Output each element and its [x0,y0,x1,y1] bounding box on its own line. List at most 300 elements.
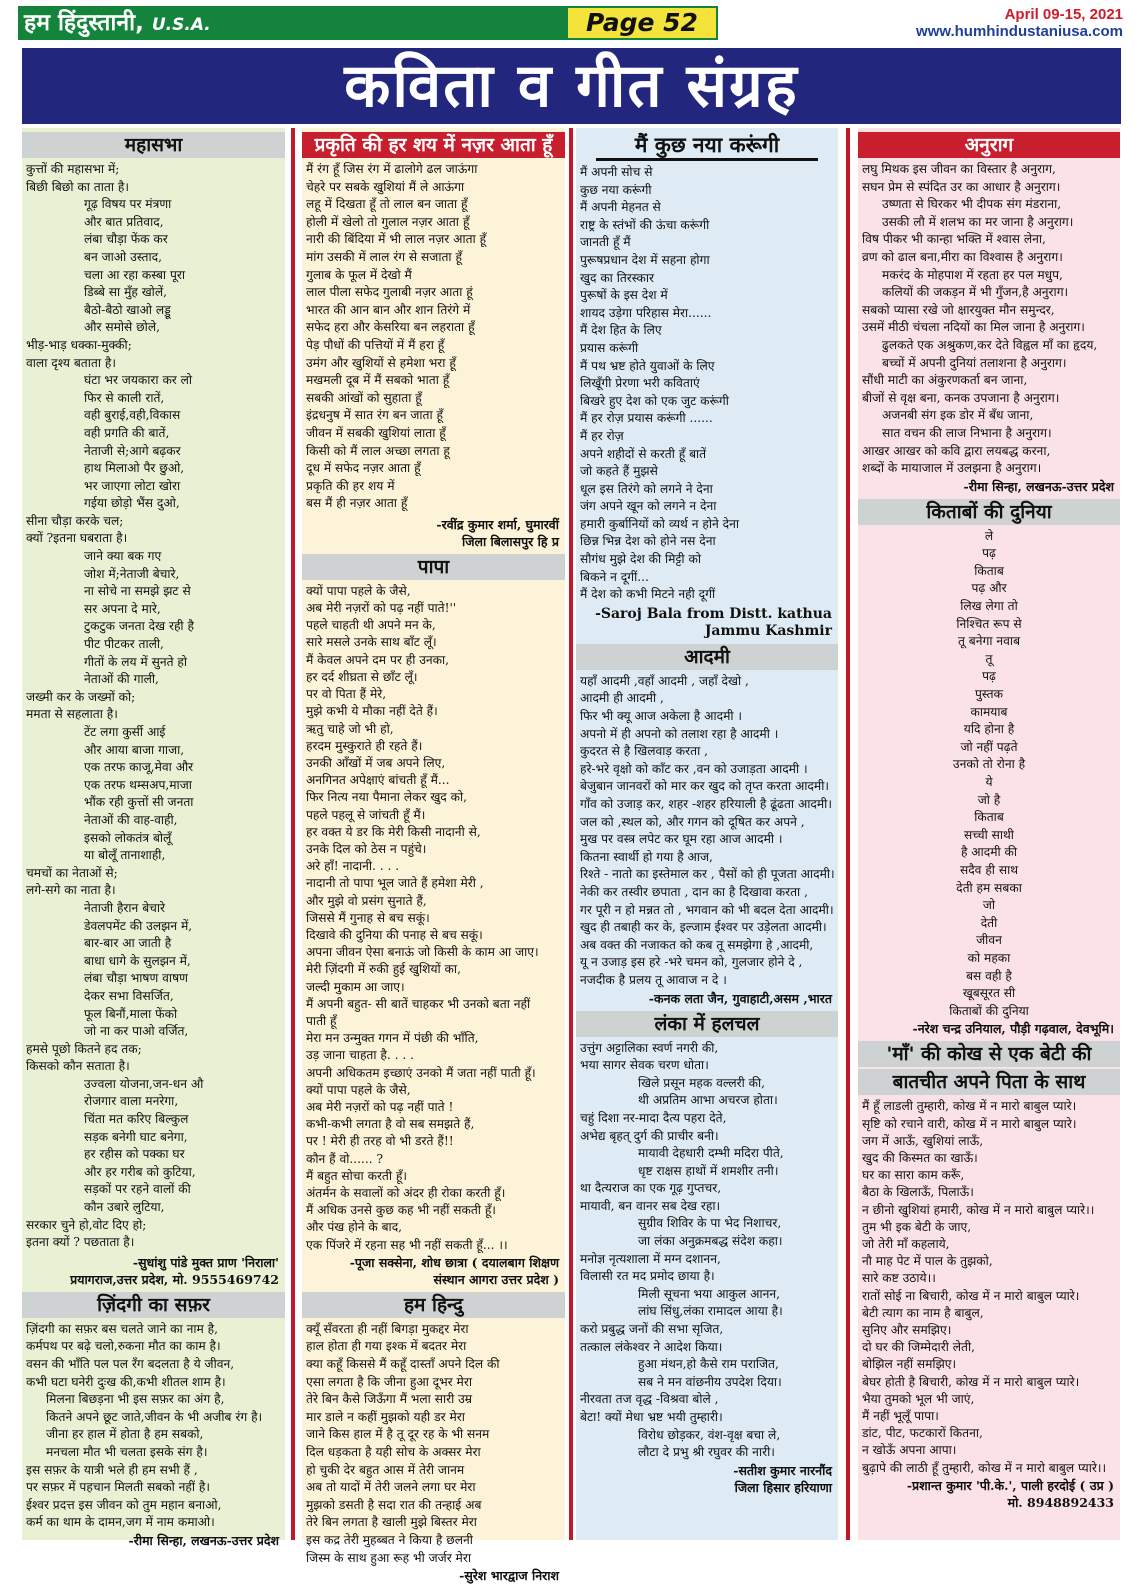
poem-line: सब ने मन वांछनीय उपदेश दिया। [638,1374,782,1389]
poem-line: सड़कों पर रहने वालों की [84,1182,191,1197]
poem-line: राष्ट्र के स्तंभों की ऊंचा करूंगी [580,217,710,232]
poem-line: बच्चों में अपनी दुनियां तलाशना है अनुराग। [882,355,1067,370]
poem-line: उसमें मीठी चंचला नदियों का मिल जाना है अनुराग। [862,320,1085,335]
poem-line: सात वचन की लाज निभाना है अनुराग। [882,425,1052,440]
poem-line: सौंधी माटी का अंकुरणकर्ता बन जाना, [862,373,1028,388]
poem-credit: -Saroj Bala from Distt. kathua [595,605,832,622]
poem-line: कभी घटा घनेरी दुःख की,कभी शीतल शाम है। [26,1374,226,1389]
poem-line: इस सफ़र के यात्री भले ही हम सभी हैं , [26,1462,198,1477]
poem-line: जो [982,898,996,913]
poem-line: भर जाएगा लोटा खोरा [84,478,181,493]
poem-line: ज़िंदगी का सफ़र बस चलते जाने का नाम है, [26,1321,218,1336]
poem-line: पुरूषप्रधान देश में सहना होगा [580,252,710,267]
poem-line: मखमली दूब में मैं सबको भाता हूँ [306,373,450,388]
poem-line: भैया तुमको भूल भी जाएं, [862,1391,975,1406]
poem-line: चहुं दिशा नर-मादा दैत्य पहरा देते, [580,1110,727,1125]
poem-line: मैं केवल अपने दम पर ही उनका, [306,652,450,667]
poem-body-lanka [576,1040,838,1462]
poem-line: नारी की बिंदिया में भी लाल नज़र आता हूँ [306,232,487,247]
poem-credit-location: जिला बिलासपुर हि प्र [461,533,559,549]
poem-line: शब्दों के मायाजाल में उलझना है अनुराग। [862,461,1042,476]
poem-line: भीड़-भाड़ धक्का-मुक्की; [26,337,132,352]
poem-line: लिखूँगी प्रेरणा भरी कविताएं [580,376,700,391]
poem-line: सदैव ही साथ [959,862,1019,877]
poem-line: जीवन में सबकी खुशियां लाता हूँ [306,425,446,440]
poem-line: इंद्रधनुष में सात रंग बन जाता हूँ [306,408,443,423]
poem-line: क्यों ?इतना घबराता है। [26,531,128,546]
poem-line: धूल इस तिरंगे को लगने ने देना [580,481,713,496]
poem-line: यहाँ आदमी ,वहाँ आदमी , जहाँ देखो , [580,673,749,688]
poem-credit: -रीमा सिन्हा, लखनऊ-उत्तर प्रदेश [963,478,1114,494]
poem-line: मैं अधिक उनसे कुछ कह भी नहीं सकती हूँ। [306,1203,496,1218]
poem-line: जल्दी मुकाम आ जाए। [306,979,405,994]
poem-line: रिश्ते - नातो का इस्तेमाल कर , पैसों को ही पूजता आदमी। [580,867,835,882]
poem-line: मैं देश को कभी मिटने नही दूगीं [580,587,716,602]
poem-line: बिकने न दूगीं... [580,569,649,584]
poem-line: उड़ जाना चाहता है. . . . [306,1048,415,1063]
poem-line: तत्काल लंकेश्वर ने आदेश किया। [580,1339,723,1354]
poem-line: तेरे बिन लगता है खाली मुझे बिस्तर मेरा [306,1515,477,1530]
poem-body-maa-ki-kokh [858,1098,1120,1476]
poem-line: हर रहीस को पक्का घर [84,1147,185,1162]
poem-line: क्यों पापा पहले के जैसे, [306,583,411,598]
poem-line: और हर गरीब को कुटिया, [84,1164,196,1179]
poem-body-anurag [858,161,1120,478]
poem-line: ढुलकते एक अश्रुकण,कर देते विह्वल माँ का हृदय, [882,337,1098,352]
poem-line: भया सागर सेवक चरण धोता। [580,1058,709,1073]
poem-line: मनोज्ञ नृत्यशाला में मग्न दशानन, [580,1251,721,1266]
poem-line: सफेद हरा और केसरिया बन लहराता हूँ [306,320,475,335]
brand-bar [18,6,566,40]
poem-line: एसा लगता है कि जीना हुआ दूभर मेरा [306,1374,472,1389]
poem-credit: -प्रशान्त कुमार 'पी.के.', पाली हरदोई ( उप्र ) [906,1477,1114,1493]
poem-line: पढ़ और [971,581,1007,596]
poem-title-mahasabha: महासभा [22,132,285,158]
poem-line: अपनी अधिकतम इच्छाएं उनको मैं जता नहीं पाती हूँ। [306,1065,536,1080]
poem-line: तुम भी इक बेटी के जाए, [862,1219,972,1234]
poem-line: कितना स्वार्थी हो गया है आज, [580,849,713,864]
poem-title-kuch-naya: मैं कुछ नया करूंगी [596,132,818,161]
poem-credit-location: Jammu Kashmir [704,622,832,639]
poem-line: कुत्तों की महासभा में; [26,162,120,176]
poem-line: अपनो में ही अपनो को तलाश रहा है आदमी । [580,726,779,741]
poem-line: है आदमी की [960,845,1018,860]
poem-line: मैं हर रोज़ [580,428,624,443]
poem-line: फिर नित्य नया पैमाना लेकर खुद को, [306,790,468,805]
poem-line: किसको कौन सताता है। [26,1059,130,1074]
poem-credit-phone: मो. 8948892433 [1007,1494,1114,1510]
poem-line: जीना हर हाल में होता है हम सबको, [46,1427,204,1442]
poem-line: जाने क्या बक गए [84,549,162,564]
poem-line: कुछ नया करूंगी [580,182,652,197]
poem-line: कलियों की जकड़न में भी गुँजन,है अनुराग। [882,285,1069,300]
poem-line: हमारी कुर्बानियों को व्यर्थ न होने देना [580,516,740,531]
poem-line: चमचों का नेताओं से; [26,865,118,880]
poem-line: और आया बाजा गाजा, [84,742,185,757]
poem-line: मेरी ज़िंदगी में रुकी हुई खुशियों का, [306,962,461,977]
poem-body-kuch-naya [576,164,838,604]
poem-credit: -सतीश कुमार नारनौंद [733,1462,832,1478]
poem-line: दूध में सफेद नज़र आता हूँ [306,461,421,476]
poem-line: उष्णता से घिरकर भी दीपक संग मंडराना, [882,197,1062,212]
column-1 [22,128,285,1548]
poem-line: किताब [974,563,1004,578]
poem-line: तू [985,651,993,666]
poem-credit-location: प्रयागराज,उत्तर प्रदेश, मो. 9555469742 [70,1271,279,1287]
poem-line: मायावी, बन वानर सब देख रहा। [580,1198,721,1213]
poem-line: मैं हूँ लाडली तुम्हारी, कोख में न मारो बाबुल प्यारे। [862,1099,1077,1114]
poem-line: इतना क्यों ? पछताता है। [26,1235,135,1250]
poem-line: लाल पीला सफेद गुलाबी नज़र आता हूं [306,285,473,300]
poem-line: कौन हैं वो...... ? [306,1151,384,1166]
column-divider [569,128,573,1540]
poem-line: हाल होता ही गया इश्क में बदतर मेरा [306,1339,467,1354]
poem-line: भौंक रही कुत्तों सी जनता [84,795,194,810]
poem-credit: -कनक लता जैन, गुवाहाटी,असम ,भारत [648,990,832,1006]
issue-info [916,6,1123,41]
poem-line: देती [980,915,998,930]
poem-line: गुलाब के फूल में देखो मैं [306,267,412,282]
poem-line: हर दर्द शीघ्रता से छाँट लूँ। [306,669,418,684]
poem-line: मकरंद के मोहपाश में रहता हर पल मधुप, [882,267,1063,282]
poem-line: ये [985,775,993,789]
poem-line: पुरूषों के इस देश में [580,288,668,303]
poem-line: उज्वला योजना,जन-धन औ [84,1076,204,1091]
poem-line: मैं देश हित के लिए [580,323,662,338]
poem-line: अब तो यादों में तेरी जलने लगा घर मेरा [306,1480,476,1495]
poem-line: पर सफ़र में पहचान मिलती सबको नहीं है। [26,1480,210,1495]
poem-line: कुदरत से है खिलवाड़ करता , [580,744,709,759]
poem-line: सबको प्यासा रखे जो क्षारयुक्त मौन समुन्दर, [862,302,1055,317]
issue-date: April 09-15, 2021 [1004,6,1123,23]
poem-line: चेहरे पर सबके खुशियां मैं ले आऊंगा [306,179,465,194]
poem-line: उनके दिल को ठेस न पहुंचे। [306,841,427,856]
poem-line: डिब्बे सा मुँह खोलें, [84,285,167,300]
poem-line: जाने किस हाल में है तू दूर रह के भी सनम [306,1427,490,1442]
poem-line: प्रकृति की हर शय में [306,478,395,493]
poem-line: आदमी ही आदमी , [580,691,664,706]
poem-line: देती हम सबका [956,880,1022,895]
poem-line: तेरे बिन कैसे जिऊँगा मैं भला सारी उम्र [306,1392,473,1407]
poem-line: बन जाओ उस्ताद, [84,249,163,264]
poem-line: चिंता मत करिए बिल्कुल [84,1112,189,1127]
poem-line: अब वक्त की नजाकत को कब तू समझेगा हे ,आदमी, [580,937,814,952]
poem-line: जिससे मैं गुनाह से बच सकूं। [306,910,430,925]
poem-credit-location: संस्थान आगरा उत्तर प्रदेश ) [433,1271,559,1287]
poem-line: सड़क बनेगी घाट बनेगा, [84,1129,188,1144]
poem-line: बैठा के खिलाऊँ, पिलाऊँ। [862,1185,974,1200]
poem-credit: -रीमा सिन्हा, लखनऊ-उत्तर प्रदेश [128,1532,279,1548]
poem-line: बैठो-बैठो खाओ लड्डू [84,302,171,317]
poem-line: चला आ रहा कस्बा पूरा [84,267,186,282]
poem-line: लघु मिथक इस जीवन का विस्तार है अनुराग, [862,162,1056,176]
poem-title-zindagi: ज़िंदगी का सफ़र [22,1292,285,1318]
section-title: कविता व गीत संग्रह [344,51,799,121]
poem-line: नेताजी हैरान बेचारे [84,900,166,915]
column-divider [846,128,850,1540]
poem-line: बेघर होती है बिचारी, कोख में न मारो बाबुल प्यारे। [862,1374,1080,1389]
poem-line: हर वक्त ये डर कि मेरी किसी नादानी से, [306,824,481,839]
poem-line: सच्ची साथी [964,827,1014,842]
poem-body-kitabon [858,528,1120,1021]
poem-title-maa-ki-kokh-2: बातचीत अपने पिता के साथ [858,1069,1120,1095]
poem-line: जो है [977,792,1001,807]
poem-line: हाथ मिलाओ पैर छुओ, [84,461,185,476]
masthead-strip [18,6,1123,42]
poem-line: या बोलूँ तानाशाही, [84,848,166,863]
poem-line: कभी-कभी लगता है वो सब समझते हैं, [306,1117,475,1132]
website-link[interactable]: www.humhindustaniusa.com [916,23,1123,40]
poem-body-hum-hindu [302,1321,565,1567]
poem-line: गाँव को उजाड़ कर, शहर -शहर हरियाली है ढूंढता आदमी। [580,797,832,811]
poem-title-hum-hindu: हम हिन्दु [302,1292,565,1318]
poem-line: प्रयास करूंगी [580,340,639,355]
poem-line: अनगिनत अपेक्षाएं बांचती हूँ मैं... [306,773,450,788]
poem-line: जानती हूँ मैं [580,235,631,250]
poem-line: वही बुराई,वही,विकास [84,408,181,423]
poem-line: सबकी आंखों को सुहाता हूँ [306,390,422,405]
poem-line: जख्मी कर के जख्मों को; [26,689,136,704]
poem-line: खुद का तिरस्कार [580,270,655,285]
poem-line: पुस्तक [975,687,1003,702]
poem-line: बाधा धागे के सुलझन में, [84,953,191,968]
column-3 [576,128,838,1540]
poem-line: सारे मसले उनके साथ बाँट लूँ। [306,635,437,650]
poem-line: पढ़ [982,669,996,684]
poem-body-aadmi [576,673,838,990]
poem-body-mahasabha [22,161,285,1252]
poem-line: सृष्टि को रचाने वारी, कोख में न मारो बाबुल प्यारे। [862,1116,1077,1131]
poem-line: गीतों के लय में सुनते हो [84,654,188,669]
poem-line: अपना जीवन ऐसा बनाऊं जो किसी के काम आ जाए। [306,945,539,960]
poem-line: पाती हूँ [306,1013,337,1028]
poem-line: उसकी लौ में शलभ का मर जाना है अनुराग। [882,214,1074,229]
poem-line: जीवन [976,933,1002,948]
poem-line: गूढ़ विषय पर मंत्रणा [84,197,172,212]
poem-line: क्यों पापा पहले के जैसे, [306,1082,411,1097]
poem-line: जल को ,स्थल को, और गगन को दूषित कर अपने , [580,814,805,829]
poem-line: एक तरफ काजू,मेवा और [84,760,194,775]
poem-line: ईश्वर प्रदत्त इस जीवन को तुम महान बनाओ, [26,1497,222,1512]
poem-line: पर ! मेरी ही तरह वो भी डरते हैं!! [306,1134,454,1149]
poem-line: मिली सूचना भया आकुल आनन, [638,1286,780,1301]
poem-line: अभेद्य बृहत् दुर्ग की प्राचीर बनी। [580,1128,719,1143]
poem-line: लंबा चौड़ा भाषण वाषण [84,971,188,986]
poem-line: को महका [967,950,1011,965]
poem-line: पर वो पिता हैं मेरे, [306,687,387,702]
poem-line: यदि होना है [963,722,1015,737]
poem-line: बस मैं ही नज़र आता हूँ [306,496,408,511]
poem-line: टुकटुक जनता देख रही है [84,619,194,634]
poem-line: गईया छोड़ो भैंस दुओ, [84,496,180,511]
poem-line: सर अपना दे मारे, [84,601,161,616]
poem-line: लांघ सिंधु,लंका रामादल आया है। [638,1304,783,1319]
poem-line: लंबा चौड़ा फेंक कर [84,232,168,247]
poem-line: क्या कहूँ किससे मैं कहूँ दास्ताँ अपने दिल की [306,1356,500,1371]
poem-line: बिछी बिछो का ताता है। [26,179,129,194]
poem-line: बेटी त्याग का नाम है बाबुल, [862,1305,984,1320]
poem-title-lanka: लंका में हलचल [576,1011,838,1037]
poem-line: खुद की किस्मत का खाऊँ। [862,1150,978,1165]
poem-line: रातों सोई ना बिचारी, कोख में न मारो बाबुल प्यारे। [862,1288,1080,1303]
poem-line: खुद ही तबाही कर के, इल्जाम ईश्वर पर उड़ेलता आदमी। [580,920,827,935]
poem-title-kitabon: किताबों की दुनिया [858,499,1120,525]
poem-body-zindagi [22,1321,285,1532]
poem-line: ले [984,528,994,543]
poem-line: मायावी देहधारी दम्भी मदिरा पीते, [638,1146,784,1161]
poem-line: सुनिए और समझिए। [862,1322,952,1337]
poem-line: पीट पीटकर ताली, [84,637,164,652]
poem-line: इस कद्र तेरी मुहब्बत ने किया है छलनी [306,1532,473,1547]
poem-line: भारत की आन बान और शान तिरंगे में [306,302,471,317]
poem-line: वाला दृश्य बताता है। [26,355,116,370]
poem-line: और मुझे वो प्रसंग सुनाते हैं, [306,893,427,908]
poem-line: सीना चौड़ा करके चल; [26,513,124,528]
poem-line: मैं नहीं भूलूँ पापा। [862,1408,939,1423]
poem-line: छिन्न भिन्न देश को होने नस देना [580,534,716,549]
poem-credit: -सुधांशु पांडे मुक्त प्राण 'निराला' [132,1254,279,1270]
poem-line: इसको लोकतंत्र बोलूँ [84,830,172,845]
poem-line: अब मेरी नज़रों को पढ़ नहीं पाते ! [306,1099,454,1114]
poem-line: नौ माह पेट में पाल के तुझको, [862,1254,993,1269]
poem-line: उनको तो रोना है [952,757,1026,772]
poem-line: मैं हर रोज़ प्रयास करूंगी ...... [580,411,713,426]
poem-line: पढ़ [982,546,996,561]
poem-line: न खोऊँ अपना आपा। [862,1443,957,1458]
poem-line: हुआ मंथन,हो कैसे राम पराजित, [638,1357,779,1372]
poem-line: टेंट लगा कुर्सी आई [84,725,166,739]
poem-credit-location: जिला हिसार हरियाणा [734,1479,832,1495]
poem-line: मुख पर वस्त्र लपेट कर घूम रहा आज आदमी । [580,832,783,847]
poem-line: उत्तुंग अट्टालिका स्वर्ण नगरी की, [580,1040,719,1055]
poem-line: कितने अपने छूट जाते,जीवन के भी अजीब रंग है। [46,1409,263,1424]
poem-line: नजदीक है प्रलय तू आवाज न दे । [580,972,727,987]
poem-line: अंतर्मन के सवालों को अंदर ही रोका करती हूँ। [306,1185,506,1200]
poem-line: अजनबी संग इक डोर में बँध जाना, [882,408,1034,423]
poem-line: आखर आखर को कवि द्वारा लयबद्ध करना, [862,443,1051,458]
poem-line: धृष्ट राक्षस हाथों में शमशीर तनी। [638,1163,779,1178]
poem-title-prakriti: प्रकृति की हर शय में नज़र आता हूँ [302,132,565,158]
poem-line: मुझे कभी ये मौका नहीं देते हैं। [306,704,438,719]
column-divider [291,128,295,1540]
poem-line: किताब [974,810,1004,825]
poem-line: जंग अपने खून को लगने न देना [580,499,717,514]
poem-line: वसन की भाँति पल पल रँग बदलता है ये जीवन, [26,1357,235,1371]
poem-line: फिर भी क्यू आज अकेला है आदमी । [580,709,743,724]
poem-line: करो प्रबुद्ध जनों की सभा सृजित, [580,1322,724,1337]
poem-line: जा लंका अनुक्रमबद्ध संदेश कहा। [638,1234,783,1249]
poem-line: हरदम मुस्कुराते ही रहते हैं। [306,738,423,753]
poem-line: हरे-भरे वृक्षो को काँट कर ,वन को उजाड़ता आदमी । [580,761,808,776]
poem-line: फिर से काली रातें, [84,390,165,405]
poem-credit: -पूजा सक्सेना, शोध छात्रा ( दयालबाग शिक्षण [349,1254,559,1270]
poem-line: लहू में दिखता हूँ तो लाल बन जाता हूँ [306,197,468,212]
poem-body-papa [302,583,565,1254]
poem-line: एक पिंजरे में रहना सह भी नहीं सकती हूँ... ।। [306,1237,508,1252]
poem-credit: -रवींद्र कुमार शर्मा, घुमारवीं [436,516,559,532]
poem-line: दिल धड़कता है यही सोच के अक्सर मेरा [306,1444,481,1459]
poem-line: लौटा दे प्रभु श्री रघुवर की नारी। [638,1445,775,1460]
column-4 [858,128,1120,1540]
poem-line: बेटा! क्यों मेधा भ्रष्ट भयी तुम्हारी। [580,1410,723,1424]
poem-line: और बात प्रतिवाद, [84,214,164,229]
poem-line: अपने शहीदों से करती हूँ बातें [580,446,707,461]
poem-line: पहले पहलू से जांचती हूँ मैं। [306,807,426,822]
poem-line: होली में खेलो तो गुलाल नज़र आता हूँ [306,214,470,229]
poem-line: दिखावे की दुनिया की पनाह से बच सकूं। [306,927,483,942]
poem-line: मार डाले न कहीं मुझको यही डर मेरा [306,1409,465,1424]
poem-line: नेकी कर तस्वीर छपाता , दान का है दिखावा करता , [580,884,808,899]
poem-line: हो चुकी देर बहुत आस में तेरी जानम [306,1462,465,1477]
poem-line: जोश में;नेताजी बेचारे, [84,566,180,581]
poem-line: जो ना कर पाओ वर्जित, [84,1024,189,1039]
poem-line: बस वही है [966,968,1012,983]
poem-line: उनकी आँखों में जब अपने लिए, [306,755,446,770]
poem-line: शायद उड़ेगा परिहास मेरा...... [580,305,712,320]
poem-line: निश्चित रूप से [956,616,1022,631]
poem-line: ना सोचे ना समझे झट से [84,584,191,599]
poem-line: बुढ़ापे की लाठी हूँ तुम्हारी, कोख में न मारो बाबुल प्यारे।। [862,1460,1107,1475]
poem-title-anurag: अनुराग [858,132,1120,158]
poem-line: सारे कष्ट उठाये।। [862,1271,936,1286]
poem-title-maa-ki-kokh: 'माँ' की कोख से एक बेटी की [858,1041,1120,1067]
poem-line: नेताजी से;आगे बढ़कर [84,443,181,458]
poem-line: मिलना बिछड़ना भी इस सफ़र का अंग है, [46,1392,225,1407]
poem-line: कामयाब [970,704,1008,719]
poem-line: मैं अपनी सोच से [580,165,653,179]
poem-line: विलासी रत मद प्रमोद छाया है। [580,1269,715,1284]
poem-line: नेताओं की गाली, [84,672,159,687]
poem-line: सुग्रीव शिविर के पा भेद निशाचर, [638,1216,782,1231]
poem-line: कौन उबारे लुटिया, [84,1200,165,1215]
poem-line: एक तरफ थम्सअप,माजा [84,777,192,792]
poem-line: मेरा मन उन्मुक्त गगन में पंछी की भाँति, [306,1031,479,1046]
poem-line: जो नहीं पढ़ते [960,739,1018,754]
poem-line: बीजों से वृक्ष बना, कनक उपजाना है अनुराग। [862,390,1060,405]
poem-line: वही प्रगति की बातें, [84,425,170,440]
poem-line: ऋतु चाहे जो भी हो, [306,721,394,736]
poem-line: जो तेरी माँ कहलाये, [862,1236,950,1251]
poem-line: व्रण को ढाल बना,मीरा का विश्वास है अनुराग। [862,249,1063,264]
poem-line: था दैत्यराज का एक गूढ़ गुप्तचर, [580,1181,722,1196]
poem-line: मैं पथ भ्रष्ट होते युवाओं के लिए [580,358,715,373]
poem-line: हमसे पूछो कितने हद तक; [26,1041,142,1056]
poem-line: डांट, पीट, फटकारों कितना, [862,1426,983,1441]
poem-line: मैं अपनी मेहनत से [580,200,661,215]
poem-title-papa: पापा [302,554,565,580]
poem-line: मैं अपनी बहुत- सी बातें चाहकर भी उनको बता नहीं [306,996,531,1011]
poem-line: नीरवता तज वृद्ध -विश्रवा बोले , [580,1392,719,1407]
poem-line: खिले प्रसून महक वल्लरी की, [638,1075,766,1090]
poem-line: देकर सभा विसर्जित, [84,988,174,1003]
poem-line: घर का सारा काम करूँ, [862,1168,965,1183]
poem-line: अरे हाँ! नादानी. . . . [306,859,400,874]
poem-line: अब मेरी नज़रों को पढ़ नहीं पाते!'' [306,601,457,616]
poem-line: सौगंध मुझे देश की मिट्टी को [580,552,701,567]
poem-line: पहले चाहती थी अपने मन के, [306,618,436,633]
column-2 [302,128,565,1584]
poem-line: खूबसूरत सी [962,986,1016,1001]
poem-line: लगे-सगे का नाता है। [26,883,116,898]
poem-line: उमंग और खुशियों से हमेशा भरा हूँ [306,355,456,370]
section-banner [22,48,1121,124]
poem-line: फूल बिनौं,माला फेंको [84,1006,178,1021]
poem-line: किताबों की दुनिया [949,1003,1029,1018]
brand-name: हम हिंदुस्तानी, [24,10,144,36]
poem-line: घंटा भर जयकारा कर लो [84,373,193,388]
poem-line: मुझको डसती है सदा रात की तन्हाई अब [306,1497,482,1512]
poem-line: यू न उजाड़ इस हरे -भरे चमन को, गुलजार होने दे , [580,955,803,970]
